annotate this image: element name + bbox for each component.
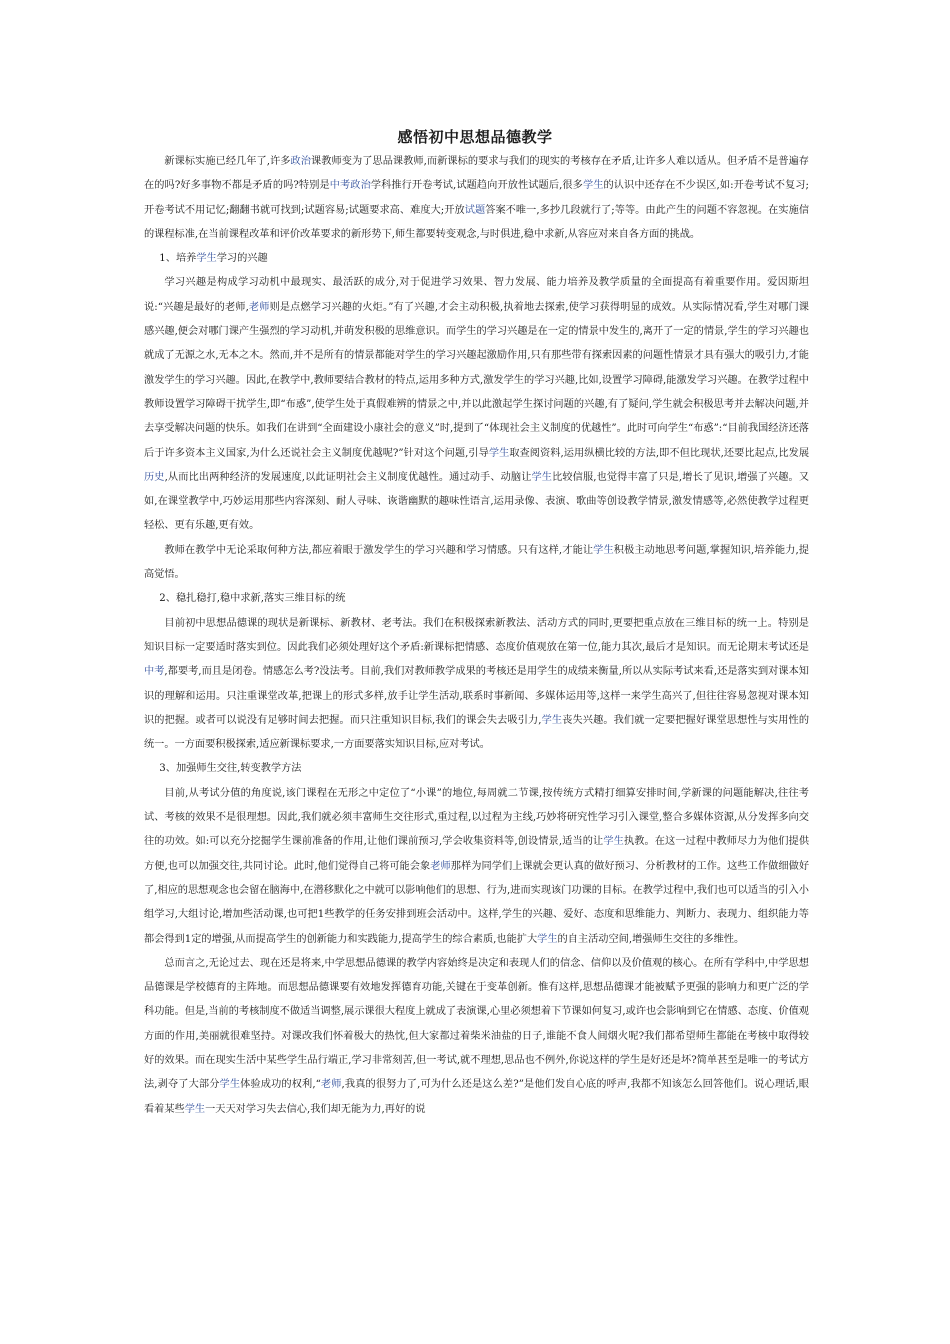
text-run: ,我真的很努力了,可为什么还是这么差?”是他们发自心底的呼声,我都不知该怎么回答他们。说心理话,眼看着某些 — [144, 1079, 810, 1115]
section-heading — [144, 247, 809, 271]
keyword-link[interactable]: 学生 — [582, 180, 604, 192]
keyword-link[interactable]: 学生 — [603, 836, 624, 848]
text-run: 的认识中还存在不少误区,如:开卷考试不复习;开卷考试不用记忆;翻翻书就可找到;试题容易;试题要求高、难度大;开放 — [144, 180, 809, 216]
text-run: 课教师变为了思品课教师,而新课标的要求与我们的现实的考核存在矛盾,让许多人难以适从。但矛盾不是普遍存在的吗?好多事物不都是矛盾的吗?特别是 — [144, 156, 809, 192]
text-run: 总而言之,无论过去、现在还是将来,中学思想品德课的教学内容始终是决定和表现人们的信念、信仰以及价值观的核心。在所有学科中,中学思想品德课是学校德育的主阵地。而思想品德课要有效地发挥德育功能,关键在于变革创新。惟有这样,思想品德课才能被赋予更强的影响力和更广泛的学科功能。但是,当前的考核制度不做适当调整,展示课很大程度上就成了表演课,心里必须想着下节课如何复习,或许也会影响到它在情感、态度、价值观方面的作用,美丽就很难坚持。对课改我们怀着极大的热忱,但大家都过着柴米油盐的日子,谁能不食人间烟火呢?我们都希望师生都能在考核中取得较好的效果。而在现实生活中某些学生品行端正,学习非常刻苦,但一考试,就不理想,思品也不例外,你说这样的学生是好还是坏?简单甚至是唯一的考试方法,剥夺了大部分 — [144, 957, 809, 1091]
keyword-link[interactable]: 政治 — [290, 156, 312, 167]
text-run: 则是点燃学习兴趣的火炬。”有了兴趣,才会主动积极,执着地去探索,使学习获得明显的成效。从实际情况看,学生对哪门课感兴趣,便会对哪门课产生强烈的学习动机,并萌发积极的思维意识。而学生的学习兴趣是在一定的情景中发生的,离开了一定的情景,学生的学习兴趣也就成了无源之水,无本之木。然而,并不是所有的情景都能对学生的学习兴趣起激励作用,只有那些带有探索因素的问题性情景才具有强大的吸引力,才能激发学生的学习兴趣。因此,在教学中,教师要结合教材的特点,运用多种方式,激发学生的学习兴趣,比如,设置学习障碍,能激发学习兴趣。在教学过程中教师设置学习障碍干扰学生,即“布惑”,使学生处于真假难辨的情景之中,并以此激起学生探讨问题的兴趣,有了疑问,学生就会积极思考并去解决问题,并去享受解决问题的快乐。如我们在讲到“全面建设小康社会的意义”时,提到了“体现社会主义制度的优越性”。此时可向学生“布惑”:“目前我国经济还落后于许多资本主义国家,为什么还说社会主义制度优越呢?”针对这个问题,引导 — [144, 301, 809, 459]
body-paragraph — [144, 782, 809, 952]
body-paragraph — [144, 150, 809, 247]
text-run: 3、加强师生交往,转变教学方法 — [159, 763, 302, 775]
text-run: 执教。在这一过程中教师尽力为他们提供方便,也可以加强交往,共同讨论。此时,他们觉得自己将可能会象 — [144, 836, 810, 872]
body-paragraph — [144, 952, 809, 1122]
body-paragraph — [144, 271, 809, 538]
text-run: 目前初中思想品德课的现状是新课标、新教材、老考法。我们在积极探索新教法、活动方式的同时,更要把重点放在三维目标的统一上。特别是知识目标一定要适时落实到位。因此我们必须处理好这个矛盾:新课标把情感、态度价值观放在第一位,能力其次,最后才是知识。而无论期末考试还是 — [144, 617, 809, 653]
keyword-link[interactable]: 中考 — [144, 666, 165, 678]
keyword-link[interactable]: 中考政治 — [329, 180, 371, 192]
keyword-link[interactable]: 学生 — [541, 714, 563, 726]
keyword-link[interactable]: 学生 — [537, 933, 558, 945]
keyword-link[interactable]: 学生 — [196, 253, 217, 265]
text-run: 答案不唯一,多抄几段就行了;等等。由此产生的问题不容忽视。在实施信的课程标准,在当前课程改革和评价改革要求的新形势下,师生都要转变观念,与时俱进,稳中求新,从容应对来自各方面的挑战。 — [144, 204, 810, 240]
body-paragraph — [144, 612, 809, 758]
keyword-link[interactable]: 学生 — [531, 471, 553, 483]
keyword-link[interactable]: 老师 — [320, 1079, 342, 1091]
text-run: 2、稳扎稳打,稳中求新,落实三维目标的统 — [159, 593, 346, 605]
document-body — [144, 150, 809, 1122]
text-run: 一天天对学习失去信心,我们却无能为力,再好的说 — [205, 1103, 426, 1115]
text-run: ,从而比出两种经济的发展速度,以此证明社会主义制度优越性。通过动手、动脑让 — [164, 471, 532, 483]
text-run: 教师在教学中无论采取何种方法,都应着眼于激发学生的学习兴趣和学习情感。只有这样,才能让 — [164, 544, 594, 556]
keyword-link[interactable]: 学生 — [488, 447, 510, 459]
keyword-link[interactable]: 老师 — [248, 301, 270, 313]
body-paragraph — [144, 539, 809, 588]
text-run: 学习兴趣是构成学习动机中最现实、最活跃的成分,对于促进学习效果、智力发展、能力培养及教学质量的全面提高有着重要作用。爱因斯坦说:“兴趣是最好的老师, — [144, 277, 809, 313]
text-run: ,都要考,而且是闭卷。情感怎么考?没法考。目前,我们对教师教学成果的考核还是用学生的成绩来衡量,所以从实际考试来看,还是落实到对课本知识的理解和运用。只注重课堂改革,把课上的形式多样,放手让学生活动,联系时事新闻、多媒体运用等,这样一来学生高兴了,但往往容易忽视对课本知识的把握。或者可以说没有足够时间去把握。而只注重知识目标,我们的课会失去吸引力, — [144, 666, 809, 726]
text-run: 新课标实施已经几年了,许多 — [164, 156, 291, 167]
keyword-link[interactable]: 学生 — [593, 544, 614, 556]
keyword-link[interactable]: 学生 — [219, 1079, 241, 1091]
keyword-link[interactable]: 试题 — [464, 204, 486, 216]
text-run: 那样为同学们上课就会更认真的做好预习、分析教材的工作。这些工作做细做好了,相应的思想观念也会留在脑海中,在潜移默化之中就可以影响他们的思想、行为,进而实现该门功课的目标。在教学过程中,我们也可以适当的引入小组学习,大组讨论,增加些活动课,也可把1些教学的任务安排到班会活动中。这样,学生的兴趣、爱好、态度和思维能力、判断力、表现力、组织能力等都会得到1定的增强,从而提高学生的创新能力和实践能力,提高学生的综合素质,也能扩大 — [144, 860, 810, 945]
section-heading — [144, 757, 809, 781]
text-run: 学科推行开卷考试,试题趋向开放性试题后,很多 — [370, 180, 583, 192]
text-run: 取查阅资料,运用纵横比较的方法,即不但比现状,还要比起点,比发展 — [509, 447, 810, 459]
keyword-link[interactable]: 学生 — [184, 1103, 206, 1115]
text-run: 的自主活动空间,增强师生交往的多维性。 — [557, 933, 745, 945]
text-run: 丧失兴趣。我们就一定要把握好课堂思想性与实用性的统一。一方面要积极探索,适应新课标要求,一方面要落实知识目标,应对考试。 — [144, 714, 810, 751]
text-run: 积极主动地思考问题,掌握知识,培养能力,提高觉悟。 — [144, 544, 809, 581]
text-run: 体验成功的权利,“ — [240, 1079, 321, 1091]
keyword-link[interactable]: 老师 — [430, 860, 451, 872]
text-run: 学习的兴趣 — [216, 253, 268, 265]
section-heading — [144, 587, 809, 611]
document-title: 感悟初中思想品德教学 — [397, 128, 553, 146]
text-run: 1、培养 — [159, 253, 197, 265]
text-run: 目前,从考试分值的角度说,该门课程在无形之中定位了“小课”的地位,每周就二节课,按传统方式精打细算安排时间,学新课的问题能解决,往往考试、考核的效果不是很理想。因此,我们就必须丰富师生交往形式,重过程,以过程为主线,巧妙将研究性学习引入课堂,整合多媒体资源,从分发挥多向交往的功效。如:可以充分挖掘学生课前准备的作用,让他们课前预习,学会收集资料等,创设情景,适当的让 — [144, 787, 809, 848]
keyword-link[interactable]: 历史 — [144, 471, 165, 483]
text-run: 比较信服,也觉得丰富了只是,增长了见识,增强了兴趣。又如,在课堂教学中,巧妙运用那些内容深刻、耐人寻味、诙谐幽默的趣味性语言,运用录像、表演、歌曲等创设教学情景,激发情感等,必然使教学过程更轻松、更有乐趣,更有效。 — [144, 471, 810, 532]
